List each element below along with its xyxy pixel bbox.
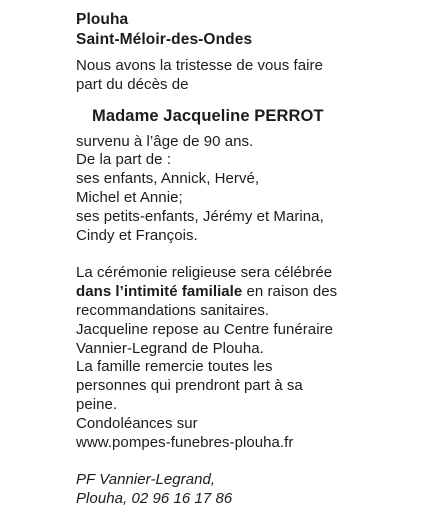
family-line-5: ses petits-enfants, Jérémy et Marina, — [76, 207, 324, 225]
ceremony-line-3: recommandations sanitaires. — [76, 301, 270, 319]
family-line-6: Cindy et François. — [76, 226, 198, 244]
family-line-3: ses enfants, Annick, Hervé, — [76, 170, 260, 188]
ceremony-line-5: Vannier-Legrand de Plouha. — [76, 339, 264, 357]
ceremony-line-2 — [76, 283, 366, 302]
family-line-1: survenu à l’âge de 90 ans. — [76, 132, 254, 150]
intro-paragraph — [76, 57, 366, 95]
funeral-home-contact: Plouha, 02 96 16 17 86 — [76, 490, 233, 508]
intro-line-1: Nous avons la tristesse de vous faire — [76, 57, 323, 74]
condolences-website: www.pompes-funebres-plouha.fr — [76, 433, 294, 451]
town-plouha: Plouha — [76, 11, 129, 28]
funeral-home-name: PF Vannier-Legrand, — [76, 471, 216, 489]
ceremony-line-9: Condoléances sur — [76, 414, 198, 432]
family-line-2: De la part de : — [76, 151, 171, 169]
obituary-notice — [76, 10, 366, 509]
ceremony-paragraph — [76, 264, 366, 452]
ceremony-line-4: Jacqueline repose au Centre funéraire — [76, 320, 334, 338]
ceremony-line-6: La famille remercie toutes les — [76, 358, 273, 376]
ceremony-line-8: peine. — [76, 395, 118, 413]
family-paragraph — [76, 133, 366, 246]
town-saint-meloir: Saint-Méloir-des-Ondes — [76, 31, 253, 48]
deceased-name: Madame Jacqueline PERROT — [92, 106, 324, 125]
ceremony-emphasis: dans l’intimité familiale — [76, 283, 243, 301]
family-line-4: Michel et Annie; — [76, 188, 183, 206]
ceremony-line-7: personnes qui prendront part à sa — [76, 377, 303, 395]
ceremony-line-1: La cérémonie religieuse sera célébrée — [76, 264, 333, 282]
funeral-home-signature — [76, 471, 366, 509]
intro-line-2: part du décès de — [76, 75, 189, 93]
ceremony-line-2-rest: en raison des — [242, 283, 338, 301]
towns-heading — [76, 10, 366, 50]
